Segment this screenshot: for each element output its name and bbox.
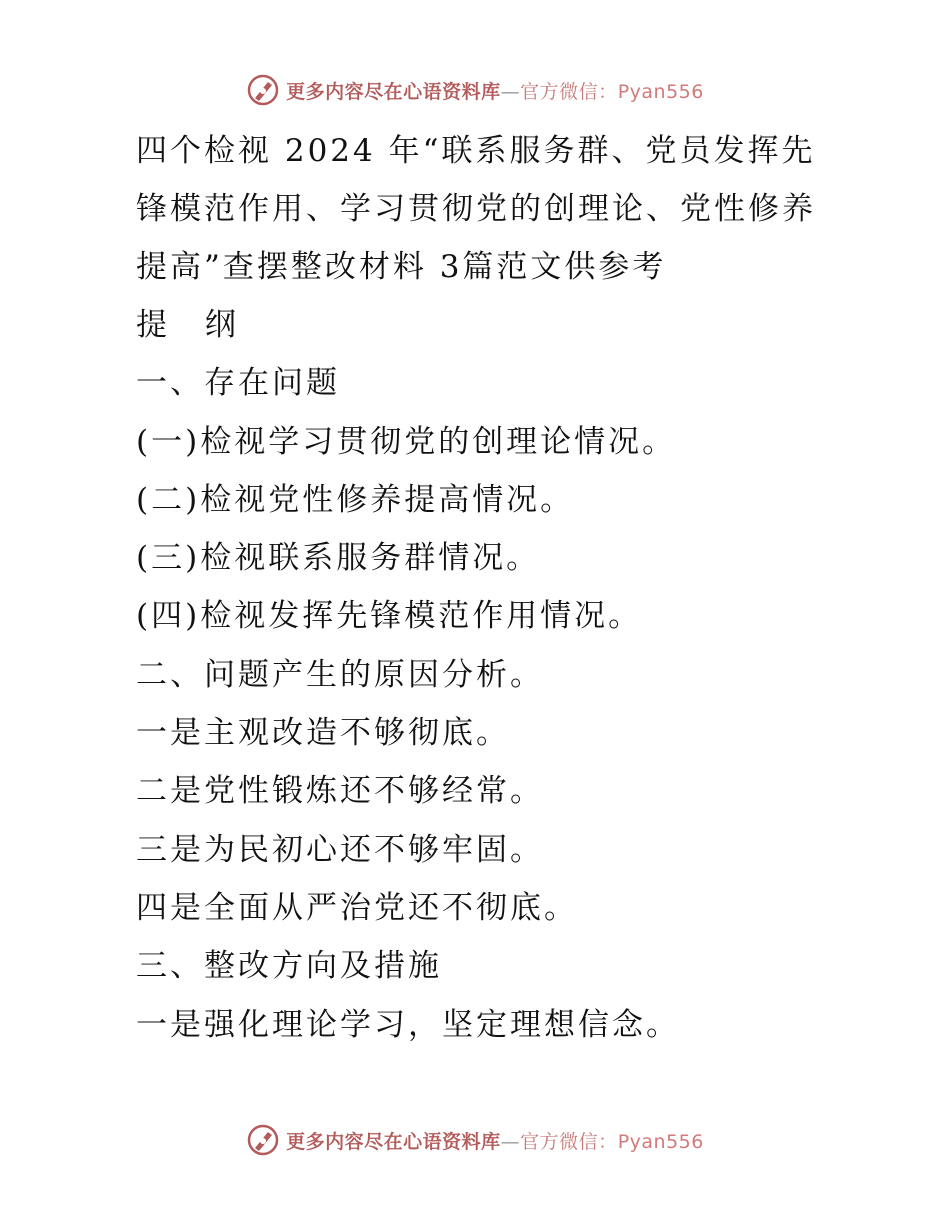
outline-line: 二是党性锻炼还不够经常。 (136, 773, 544, 810)
outline-line: (三)检视联系服务群情况。 (136, 540, 541, 577)
document-body (136, 122, 816, 1054)
header-watermark (0, 70, 950, 110)
outline-line: 一、存在问题 (136, 365, 340, 402)
outline-line: 一是主观改造不够彻底。 (136, 715, 510, 752)
pen-circle-logo-icon (246, 73, 280, 107)
watermark-text: 更多内容尽在心语资料库—官方微信：Pyan556 (286, 1130, 704, 1153)
outline-line: 一是强化理论学习，坚定理想信念。 (136, 1006, 680, 1043)
outline-line: (二)检视党性修养提高情况。 (136, 481, 575, 518)
outline-line: 二、问题产生的原因分析。 (136, 656, 544, 693)
outline-heading: 提 纲 (136, 307, 250, 343)
outline-line: (四)检视发挥先锋模范作用情况。 (136, 598, 643, 635)
outline-line: 四是全面从严治党还不彻底。 (136, 889, 578, 926)
outline-line: 三是为民初心还不够牢固。 (136, 831, 544, 868)
outline-line: (一)检视学习贯彻党的创理论情况。 (136, 423, 677, 460)
footer-watermark (0, 1120, 950, 1160)
pen-circle-logo-icon (246, 1123, 280, 1157)
watermark-text: 更多内容尽在心语资料库—官方微信：Pyan556 (286, 80, 704, 103)
document-title: 四个检视 2024 年“联系服务群、党员发挥先锋模范作用、学习贯彻党的创理论、党性修养提高”查摆整改材料 3篇范文供参考 (136, 133, 816, 285)
outline-line: 三、整改方向及措施 (136, 948, 442, 985)
